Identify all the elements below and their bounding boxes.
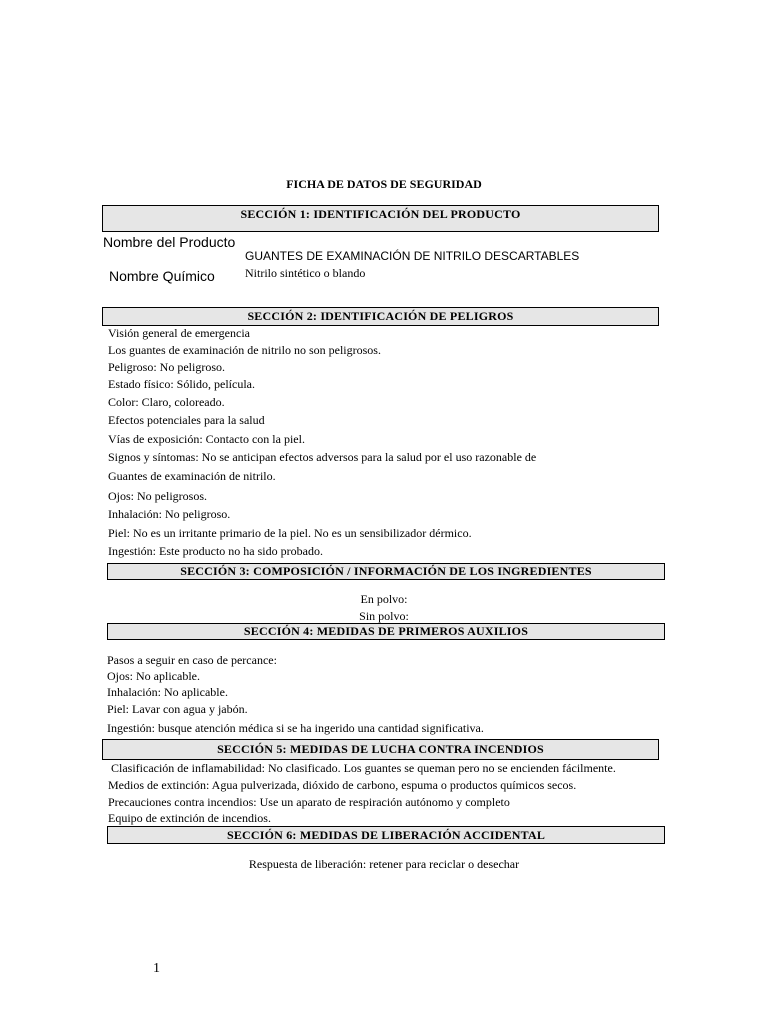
chemical-name-value: Nitrilo sintético o blando: [245, 266, 366, 280]
section-5-line: Medios de extinción: Agua pulverizada, dióxido de carbono, espuma o productos químicos secos.: [108, 778, 577, 792]
section-5-header-text: SECCIÓN 5: MEDIDAS DE LUCHA CONTRA INCENDIOS: [217, 742, 544, 756]
section-2-line: Color: Claro, coloreado.: [108, 395, 225, 409]
section-3-line: Sin polvo:: [359, 609, 409, 623]
section-4-line: Pasos a seguir en caso de percance:: [107, 653, 277, 667]
section-5-line: Precauciones contra incendios: Use un aparato de respiración autónomo y completo: [108, 795, 510, 809]
section-4-header-text: SECCIÓN 4: MEDIDAS DE PRIMEROS AUXILIOS: [243, 624, 529, 638]
section-2-line: Los guantes de examinación de nitrilo no son peligrosos.: [108, 343, 381, 357]
section-2-line: Signos y síntomas: No se anticipan efectos adversos para la salud por el uso razonable de: [108, 450, 537, 464]
section-4-line: Inhalación: No aplicable.: [107, 685, 228, 699]
section-1-header-text: SECCIÓN 1: IDENTIFICACIÓN DEL PRODUCTO: [240, 207, 521, 221]
section-6-header-text: SECCIÓN 6: MEDIDAS DE LIBERACIÓN ACCIDENTAL: [226, 828, 546, 842]
chemical-name-label: Nombre Químico: [109, 268, 215, 284]
product-name-value: GUANTES DE EXAMINACIÓN DE NITRILO DESCARTABLES: [245, 249, 580, 263]
section-2-line: Estado físico: Sólido, película.: [108, 377, 255, 391]
section-2-line: Inhalación: No peligroso.: [108, 507, 231, 521]
section-5-line: Equipo de extinción de incendios.: [108, 811, 271, 825]
section-2-line: Guantes de examinación de nitrilo.: [108, 469, 276, 483]
section-2-line: Vías de exposición: Contacto con la piel.: [108, 432, 305, 446]
section-3-line: En polvo:: [360, 592, 408, 606]
section-2-header-text: SECCIÓN 2: IDENTIFICACIÓN DE PELIGROS: [247, 309, 514, 323]
section-4-line: Ojos: No aplicable.: [107, 669, 200, 683]
section-2-line: Ojos: No peligrosos.: [108, 489, 207, 503]
page-number: 1: [153, 961, 160, 976]
product-name-label: Nombre del Producto: [103, 234, 236, 250]
document-title: FICHA DE DATOS DE SEGURIDAD: [286, 177, 482, 191]
section-2-line: Peligroso: No peligroso.: [108, 360, 225, 374]
section-4-header: [107, 623, 665, 640]
section-1-header: [102, 205, 659, 232]
section-4-line: Ingestión: busque atención médica si se ha ingerido una cantidad significativa.: [107, 721, 484, 735]
section-5-header: [102, 739, 659, 760]
section-2-header: [102, 307, 659, 326]
section-4-line: Piel: Lavar con agua y jabón.: [107, 702, 248, 716]
section-2-line: Visión general de emergencia: [108, 326, 250, 340]
section-5-line: Clasificación de inflamabilidad: No clasificado. Los guantes se queman pero no se encienden fácilmente.: [111, 761, 616, 775]
section-2-line: Efectos potenciales para la salud: [108, 413, 265, 427]
section-6-line: Respuesta de liberación: retener para reciclar o desechar: [248, 857, 520, 871]
section-2-line: Piel: No es un irritante primario de la piel. No es un sensibilizador dérmico.: [108, 526, 472, 540]
section-6-header: [107, 826, 665, 844]
section-3-header: [107, 563, 665, 580]
section-3-header-text: SECCIÓN 3: COMPOSICIÓN / INFORMACIÓN DE LOS INGREDIENTES: [180, 564, 592, 578]
section-2-line: Ingestión: Este producto no ha sido probado.: [108, 544, 323, 558]
